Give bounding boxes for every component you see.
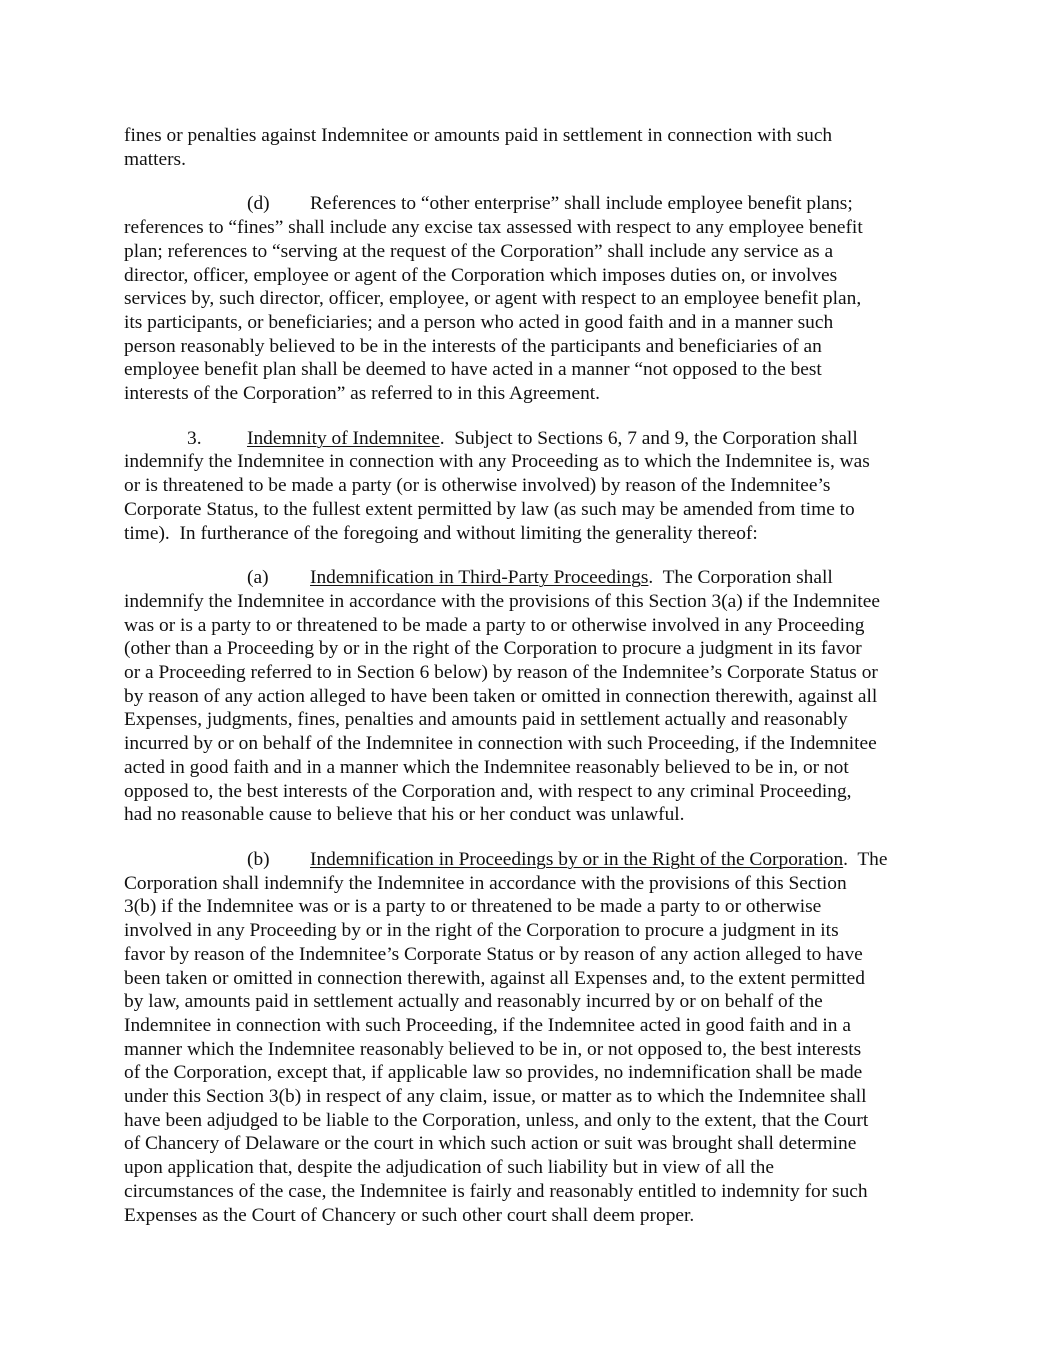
subsection-label: (b): [247, 848, 270, 870]
text-line: Expenses, judgments, fines, penalties and amounts paid in settlement actually and reasonably: [124, 709, 848, 731]
paragraph-continuation: [124, 124, 934, 171]
text-line: indemnify the Indemnitee in accordance with the provisions of this Section 3(a) if the Indemnitee: [124, 590, 881, 612]
text-line: services by, such director, officer, employee, or agent with respect to an employee benefit plan,: [124, 288, 862, 310]
text-line: matters.: [124, 148, 186, 170]
text-line: acted in good faith and in a manner which the Indemnitee reasonably believed to be in, or not: [124, 756, 849, 778]
text-line: favor by reason of the Indemnitee’s Corporate Status or by reason of any action alleged to have: [124, 943, 863, 965]
text-line: person reasonably believed to be in the interests of the participants and beneficiaries of an: [124, 335, 822, 357]
text-line: have been adjudged to be liable to the Corporation, unless, and only to the extent, that the Court: [124, 1109, 869, 1131]
text-line: indemnify the Indemnitee in connection with any Proceeding as to which the Indemnitee is, was: [124, 451, 870, 473]
subsection-heading: Indemnification in Third-Party Proceedings: [310, 567, 649, 589]
text-line: manner which the Indemnitee reasonably believed to be in, or not opposed to, the best interests: [124, 1038, 862, 1060]
document-page: [124, 124, 934, 1248]
text-line: plan; references to “serving at the request of the Corporation” shall include any service as a: [124, 240, 834, 262]
section-number: 3.: [187, 427, 202, 449]
text-line: time). In furtherance of the foregoing and without limiting the generality thereof:: [124, 522, 758, 544]
text-line: involved in any Proceeding by or in the right of the Corporation to procure a judgment in its: [124, 920, 839, 942]
text-line: [124, 192, 934, 216]
text-line: opposed to, the best interests of the Corporation and, with respect to any criminal Proceeding,: [124, 780, 852, 802]
text-line: Indemnitee in connection with such Proceeding, if the Indemnitee acted in good faith and in a: [124, 1014, 851, 1036]
subsection-label: (a): [247, 567, 269, 589]
text-line: been taken or omitted in connection therewith, against all Expenses and, to the extent permitted: [124, 967, 865, 989]
paragraph-2d-references: [124, 192, 934, 405]
text-line: or a Proceeding referred to in Section 6 below) by reason of the Indemnitee’s Corporate Status or: [124, 662, 878, 684]
subsection-3a: [124, 566, 934, 827]
text-line: (other than a Proceeding by or in the right of the Corporation to procure a judgment in its favor: [124, 638, 862, 660]
text-line: was or is a party to or threatened to be made a party to or otherwise involved in any Proceeding: [124, 614, 865, 636]
text-line: had no reasonable cause to believe that his or her conduct was unlawful.: [124, 804, 685, 826]
text-line: upon application that, despite the adjudication of such liability but in view of all the: [124, 1157, 774, 1179]
subsection-3b: [124, 848, 934, 1227]
text-line: incurred by or on behalf of the Indemnitee in connection with such Proceeding, if the Indemnitee: [124, 733, 877, 755]
text-line: or is threatened to be made a party (or is otherwise involved) by reason of the Indemnitee’s: [124, 475, 831, 497]
text-line: by reason of any action alleged to have been taken or omitted in connection therewith, against all: [124, 685, 878, 707]
text-line: of Chancery of Delaware or the court in which such action or suit was brought shall determine: [124, 1133, 857, 1155]
text-line: circumstances of the case, the Indemnitee is fairly and reasonably entitled to indemnity for such: [124, 1180, 868, 1202]
text-line: 3(b) if the Indemnitee was or is a party to or threatened to be made a party to or otherwise: [124, 896, 822, 918]
section-3-indemnity: [124, 427, 934, 546]
subsection-heading: Indemnification in Proceedings by or in the Right of the Corporation: [310, 848, 844, 870]
text-line: director, officer, employee or agent of the Corporation which imposes duties on, or involves: [124, 264, 838, 286]
text-line: under this Section 3(b) in respect of any claim, issue, or matter as to which the Indemnitee shall: [124, 1086, 867, 1108]
text-line: [124, 848, 934, 872]
text-line: fines or penalties against Indemnitee or amounts paid in settlement in connection with such: [124, 125, 833, 146]
text-line: [124, 427, 934, 451]
text-fragment: . The Corporation shall: [648, 567, 833, 589]
text-line: employee benefit plan shall be deemed to have acted in a manner “not opposed to the best: [124, 359, 822, 381]
text-line: interests of the Corporation” as referred to in this Agreement.: [124, 383, 600, 405]
text-line: by law, amounts paid in settlement actually and reasonably incurred by or on behalf of the: [124, 991, 823, 1013]
text-line: Expenses as the Court of Chancery or such other court shall deem proper.: [124, 1204, 695, 1226]
text-line: [124, 566, 934, 590]
text-fragment: References to “other enterprise” shall include employee benefit plans;: [310, 193, 853, 215]
section-heading: Indemnity of Indemnitee: [247, 427, 440, 449]
text-fragment: . The: [843, 848, 888, 870]
text-line: of the Corporation, except that, if applicable law so provides, no indemnification shall be made: [124, 1062, 863, 1084]
text-line: Corporation shall indemnify the Indemnitee in accordance with the provisions of this Section: [124, 872, 847, 894]
subsection-label: (d): [247, 193, 270, 215]
text-line: Corporate Status, to the fullest extent permitted by law (as such may be amended from time to: [124, 498, 855, 520]
text-fragment: . Subject to Sections 6, 7 and 9, the Corporation shall: [439, 427, 858, 449]
text-line: references to “fines” shall include any excise tax assessed with respect to any employee benefit: [124, 217, 863, 239]
text-line: its participants, or beneficiaries; and a person who acted in good faith and in a manner such: [124, 311, 834, 333]
